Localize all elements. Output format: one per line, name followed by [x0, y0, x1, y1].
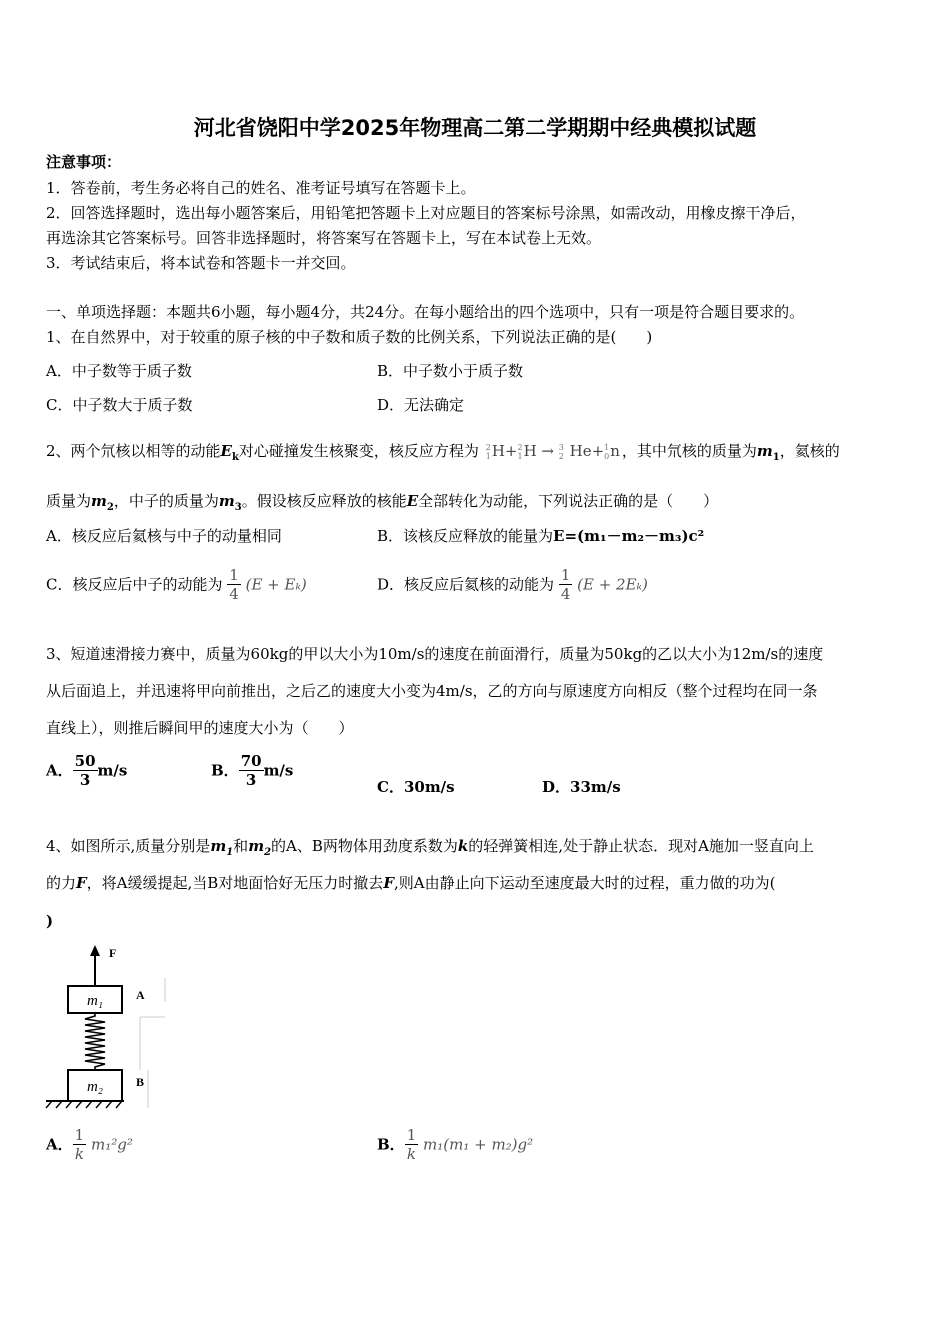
notice-item: 再选涂其它答案标号。回答非选择题时，将答案写在答题卡上，写在本试卷上无效。 [46, 229, 602, 247]
question-2-option-a[interactable]: A．核反应后氦核与中子的动量相同 [46, 527, 282, 545]
question-3-line-1: 3、短道速滑接力赛中，质量为60kg的甲以大小为10m/s的速度在前面滑行，质量为50kg的乙以大小为12m/s的速度 [46, 645, 824, 663]
question-2-line-1: 2、两个氘核以相等的动能$E_k$对心碰撞发生核聚变，核反应方程为 2 1 H+ 2 1 H → 3 2 He+ 1 0 n，其中氘核的质量为$m_1$，氦核的 [46, 442, 840, 463]
nuclear-equation: 2 1 H+ 2 1 H → 3 2 He+ 1 0 n [485, 442, 620, 461]
section-heading: 一、单项选择题：本题共6小题，每小题4分，共24分。在每小题给出的四个选项中，只有一项是符合题目要求的。 [46, 303, 805, 321]
question-4-option-b[interactable]: B． $\frac{1}{k}$ m₁(m₁ + m₂)g² [377, 1126, 534, 1163]
question-1-option-c[interactable]: C．中子数大于质子数 [46, 396, 193, 414]
spring [85, 1013, 105, 1070]
question-1-option-d[interactable]: D．无法确定 [377, 396, 465, 414]
page-title: 河北省饶阳中学2025年物理高二第二学期期中经典模拟试题 [193, 116, 757, 140]
force-label: F [109, 946, 117, 960]
question-3-option-d[interactable]: D．33m/s [542, 778, 621, 796]
question-2-option-c[interactable]: C．核反应后中子的动能为 $\frac{1}{4}$ (E + Eₖ) [46, 566, 307, 603]
question-1-option-b[interactable]: B．中子数小于质子数 [377, 362, 524, 380]
spring-blocks-figure [44, 940, 170, 1112]
block-a-label: A [136, 988, 145, 1002]
question-3-option-a[interactable]: A． $\frac{50}{3}$ m/s [46, 752, 128, 789]
question-3-option-c[interactable]: C．30m/s [377, 778, 455, 796]
notice-item: 3．考试结束后，将本试卷和答题卡一并交回。 [46, 254, 356, 272]
question-1-option-a[interactable]: A．中子数等于质子数 [46, 362, 192, 380]
block-b-label: B [136, 1075, 145, 1089]
block-b-mass: m₂ [86, 1079, 104, 1095]
question-2-option-b[interactable]: B．该核反应释放的能量为E=(m₁－m₂－m₃)c² [377, 527, 705, 545]
question-3-option-b[interactable]: B． $\frac{70}{3}$ m/s [211, 752, 294, 789]
notice-heading: 注意事项： [46, 153, 122, 171]
question-3-line-3: 直线上），则推后瞬间甲的速度大小为（ ） [46, 719, 354, 737]
question-3-line-2: 从后面追上，并迅速将甲向前推出，之后乙的速度大小变为4m/s，乙的方向与原速度方向相反（整个过程均在同一条 [46, 682, 818, 700]
notice-item: 2．回答选择题时，选出每小题答案后，用铅笔把答题卡上对应题目的答案标号涂黑，如需改动，用橡皮擦干净后， [46, 204, 806, 222]
block-a-mass: m₁ [86, 993, 104, 1009]
question-2-option-d[interactable]: D．核反应后氦核的动能为 $\frac{1}{4}$ (E + 2Eₖ) [377, 566, 648, 603]
ground-hatching [46, 1101, 122, 1108]
question-4-line-3: ) [46, 912, 54, 930]
question-1-stem: 1、在自然界中，对于较重的原子核的中子数和质子数的比例关系，下列说法正确的是( ) [46, 328, 653, 346]
question-4-option-a[interactable]: A． $\frac{1}{k}$ m₁²g² [46, 1126, 133, 1163]
question-2-line-2: 质量为$m_2$，中子的质量为$m_3$。假设核反应释放的核能E全部转化为动能，下列说法正确的是（ ） [46, 492, 719, 513]
notice-item: 1．答卷前，考生务必将自己的姓名、准考证号填写在答题卡上。 [46, 179, 476, 197]
question-4-line-1: 4、如图所示,质量分别是$m_1$和$m_2$的A、B两物体用劲度系数为k的轻弹簧相连,处于静止状态．现对A施加一竖直向上 [46, 837, 814, 858]
question-4-line-2: 的力F，将A缓缓提起,当B对地面恰好无压力时撤去F,则A由静止向下运动至速度最大时的过程，重力做的功为( [46, 874, 776, 892]
force-arrow-head [90, 945, 100, 956]
